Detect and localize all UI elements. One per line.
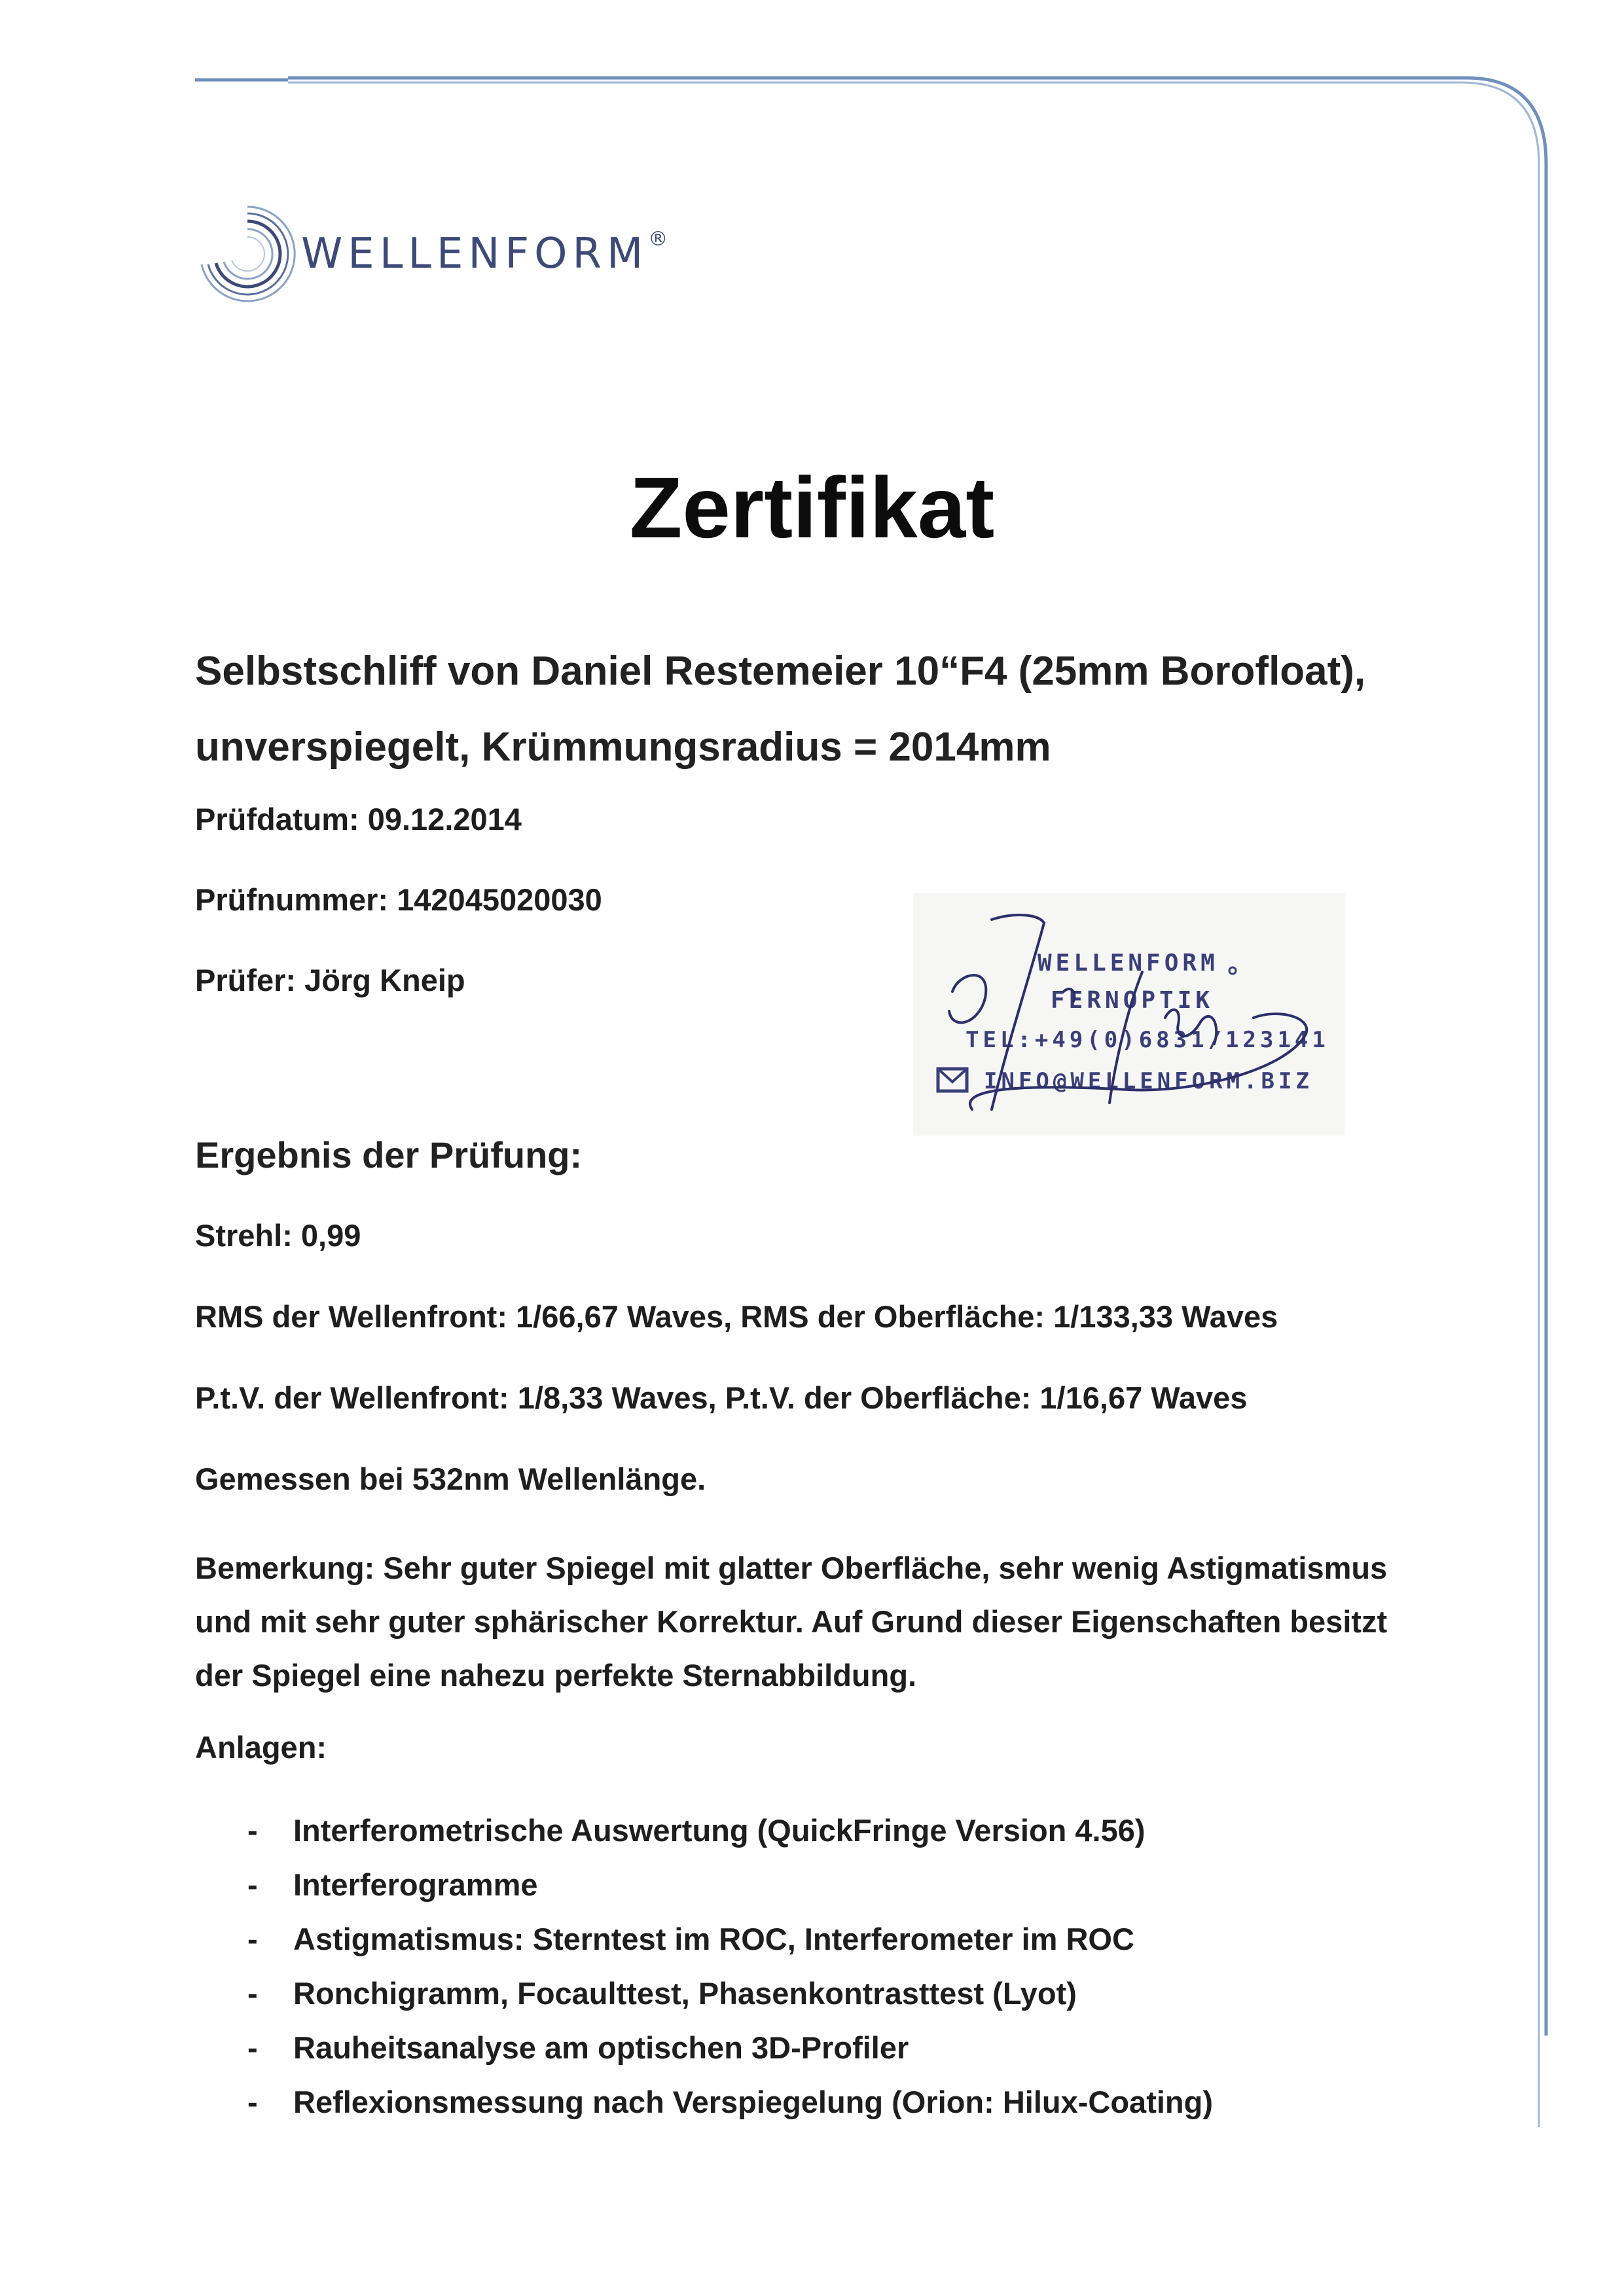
stamp-line-4: INFO@WELLENFORM.BIZ <box>984 1068 1313 1094</box>
attachment-text: Reflexionsmessung nach Verspiegelung (Orion: Hilux-Coating) <box>293 2085 1213 2119</box>
strehl-value: Strehl: 0,99 <box>195 1218 361 1253</box>
ptv-values: P.t.V. der Wellenfront: 1/8,33 Waves, P.t.V. der Oberfläche: 1/16,67 Waves <box>195 1380 1248 1415</box>
stamp-line-2: FERNOPTIK <box>1051 987 1214 1014</box>
test-date: Prüfdatum: 09.12.2014 <box>195 802 522 836</box>
tester-name: Prüfer: Jörg Kneip <box>195 963 465 997</box>
attachment-text: Rauheitsanalyse am optischen 3D-Profiler <box>293 2030 909 2065</box>
list-bullet: - <box>247 1922 258 1956</box>
stamp-line-1: WELLENFORM <box>1038 950 1219 977</box>
attachments-list <box>195 1803 1439 2129</box>
attachment-text: Astigmatismus: Sterntest im ROC, Interferometer im ROC <box>293 1922 1134 1956</box>
attachment-text: Interferometrische Auswertung (QuickFringe Version 4.56) <box>293 1813 1146 1848</box>
company-logo <box>195 196 732 308</box>
attachment-item <box>195 2020 1439 2075</box>
attachment-item <box>195 1912 1439 1966</box>
rms-values: RMS der Wellenfront: 1/66,67 Waves, RMS der Oberfläche: 1/133,33 Waves <box>195 1299 1278 1334</box>
stamp-line-3: TEL:+49(0)6831/123141 <box>965 1027 1329 1053</box>
company-name: WELLENFORM® <box>301 228 668 278</box>
test-number: Prüfnummer: 142045020030 <box>195 882 602 917</box>
attachment-item <box>195 1857 1439 1912</box>
list-bullet: - <box>247 2030 258 2065</box>
attachment-text: Interferogramme <box>293 1867 538 1902</box>
attachment-item <box>195 2075 1439 2129</box>
attachment-text: Ronchigramm, Focaulttest, Phasenkontrasttest (Lyot) <box>293 1976 1077 2011</box>
measurement-wavelength: Gemessen bei 532nm Wellenlänge. <box>195 1462 706 1496</box>
attachment-item <box>195 1966 1439 2020</box>
wave-rings-logo-icon <box>195 202 300 306</box>
company-stamp <box>913 893 1345 1136</box>
results-heading: Ergebnis der Prüfung: <box>195 1134 583 1175</box>
list-bullet: - <box>247 1976 258 2011</box>
list-bullet: - <box>247 1813 258 1848</box>
attachment-item <box>195 1803 1439 1857</box>
registered-mark: ® <box>648 228 668 251</box>
attachments-label: Anlagen: <box>195 1730 327 1765</box>
remark-paragraph: Bemerkung: Sehr guter Spiegel mit glatter Oberfläche, sehr wenig Astigmatismus und mit sehr guter sphärischer Korrektur. Auf Grund dieser Eigenschaften besitzt der Spiegel eine nahezu perfekte Sternabbildung. <box>195 1551 1388 1693</box>
mirror-description: Selbstschliff von Daniel Restemeier 10“F4 (25mm Borofloat), unverspiegelt, Krümmungsradius = 2014mm <box>195 649 1366 770</box>
list-bullet: - <box>247 2085 258 2119</box>
list-bullet: - <box>247 1867 258 1902</box>
page-title: Zertifikat <box>629 459 995 556</box>
company-stamp-with-signature <box>913 893 1345 1136</box>
